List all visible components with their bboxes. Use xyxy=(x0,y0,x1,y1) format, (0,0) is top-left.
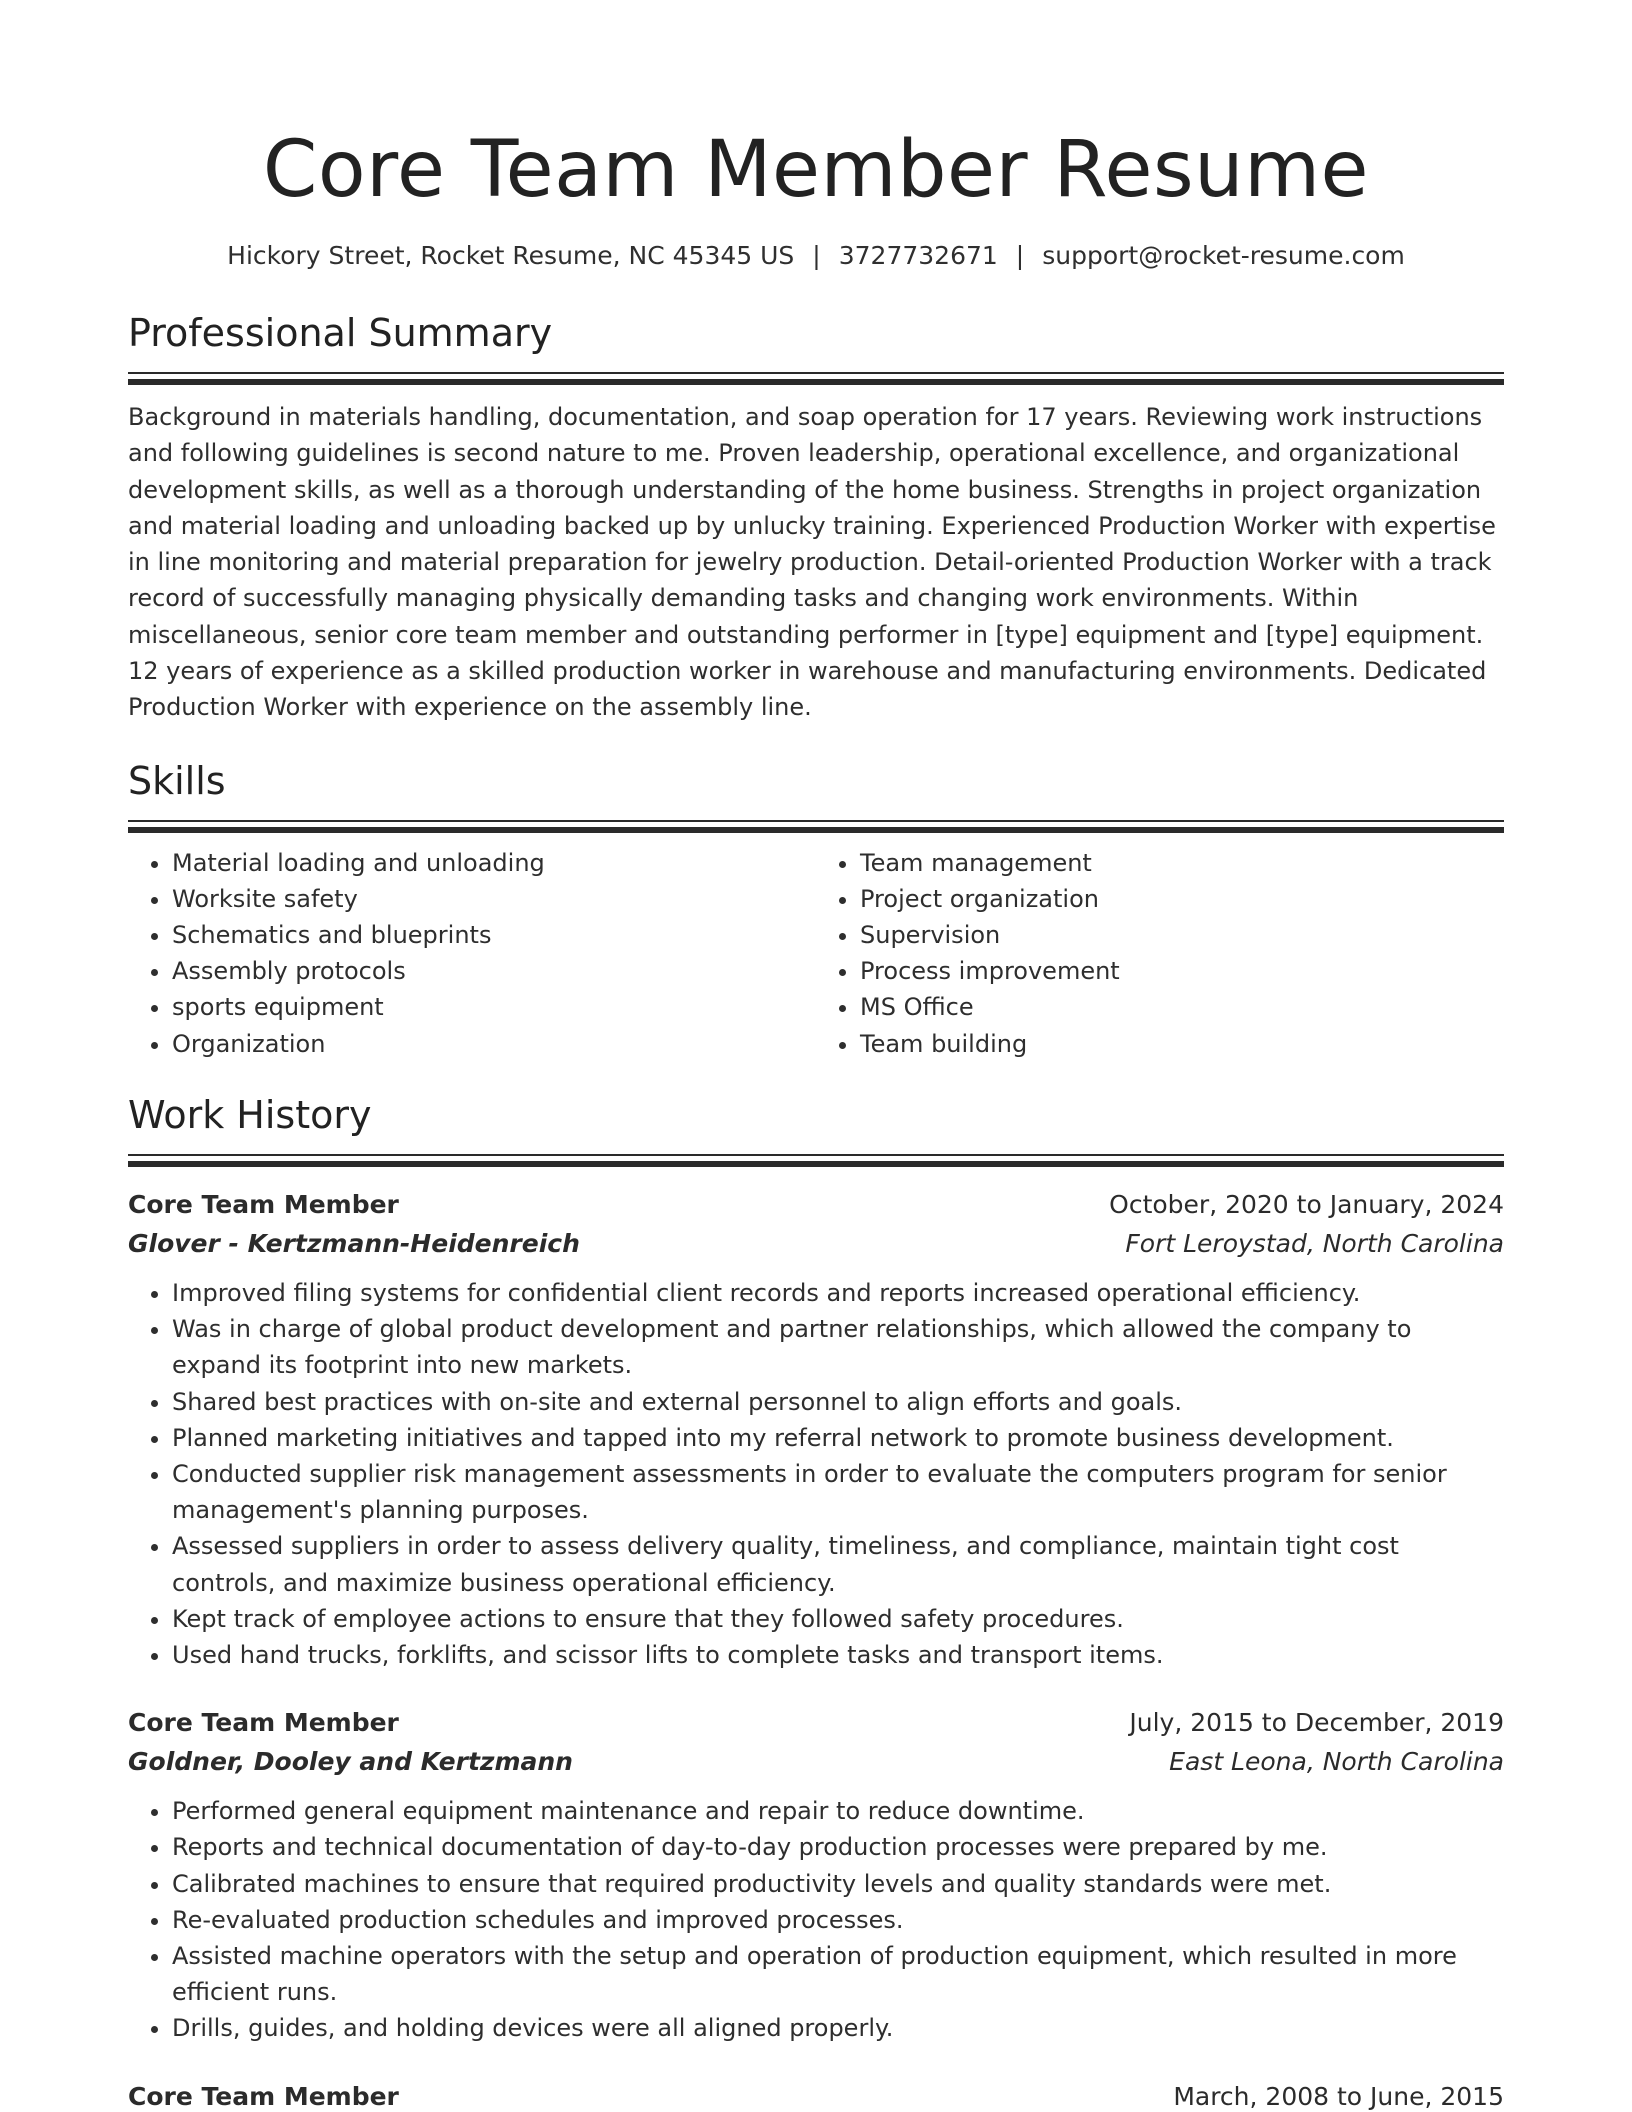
job-bullet: • Performed general equipment maintenance and repair to reduce downtime. xyxy=(172,1793,1504,1829)
work-section-header xyxy=(128,1090,1504,1167)
contact-phone: 3727732671 xyxy=(838,241,998,270)
section-divider-thin xyxy=(128,1154,1504,1156)
job-company: Goldner, Dooley and Kertzmann xyxy=(128,1747,573,1777)
skills-list xyxy=(128,845,1504,1062)
skill-item: • Team building xyxy=(860,1026,1504,1062)
job-company-row xyxy=(128,1743,1504,1781)
contact-email: support@rocket-resume.com xyxy=(1042,241,1405,270)
job-bullet: • Improved filing systems for confidential client records and reports increased operational efficiency. xyxy=(172,1275,1504,1311)
job-bullets xyxy=(128,1275,1504,1673)
contact-address: Hickory Street, Rocket Resume, NC 45345 US xyxy=(227,241,795,270)
job-bullet: • Kept track of employee actions to ensure that they followed safety procedures. xyxy=(172,1601,1504,1637)
job-header-row xyxy=(128,2077,1504,2112)
skill-item: • Schematics and blueprints xyxy=(172,917,816,953)
contact-separator: | xyxy=(1015,241,1025,270)
job-bullets xyxy=(128,1793,1504,2046)
resume-content xyxy=(128,112,1504,2112)
summary-heading: Professional Summary xyxy=(128,311,553,355)
contact-separator: | xyxy=(812,241,821,270)
skill-item: • Organization xyxy=(172,1026,816,1062)
section-divider-thin xyxy=(128,820,1504,822)
skill-item: • Process improvement xyxy=(860,953,1504,989)
skill-item: • Assembly protocols xyxy=(172,953,816,989)
job-entry xyxy=(128,1703,1504,2046)
job-title: Core Team Member xyxy=(128,1189,399,1219)
job-title: Core Team Member xyxy=(128,1708,399,1738)
job-bullet: • Conducted supplier risk management assessments in order to evaluate the computers program for senior management's planning purposes. xyxy=(172,1456,1504,1528)
job-location: East Leona, North Carolina xyxy=(1169,1747,1504,1777)
job-bullet: • Used hand trucks, forklifts, and scissor lifts to complete tasks and transport items. xyxy=(172,1637,1504,1673)
work-heading: Work History xyxy=(128,1092,372,1137)
section-divider-thick xyxy=(128,827,1504,833)
job-bullet: • Drills, guides, and holding devices were all aligned properly. xyxy=(172,2010,1504,2046)
job-header-row xyxy=(128,1185,1504,1225)
skill-item: • Supervision xyxy=(860,917,1504,953)
job-dates: October, 2020 to January, 2024 xyxy=(1109,1189,1504,1219)
job-title: Core Team Member xyxy=(128,2081,399,2111)
job-company: Glover - Kertzmann-Heidenreich xyxy=(128,1228,580,1258)
skills-section-header xyxy=(128,756,1504,833)
skill-item: • Material loading and unloading xyxy=(172,845,816,881)
skill-item: • Team management xyxy=(860,845,1504,881)
job-bullet: • Was in charge of global product development and partner relationships, which allowed the company to expand its footprint into new markets. xyxy=(172,1311,1504,1383)
skill-item: • Worksite safety xyxy=(172,881,816,917)
job-company-row xyxy=(128,1225,1504,1263)
job-location: Fort Leroystad, North Carolina xyxy=(1125,1228,1504,1258)
job-bullet: • Planned marketing initiatives and tapped into my referral network to promote business development. xyxy=(172,1420,1504,1456)
job-entry xyxy=(128,1185,1504,1673)
summary-section-header xyxy=(128,308,1504,385)
job-bullet: • Re-evaluated production schedules and improved processes. xyxy=(172,1902,1504,1938)
job-dates: March, 2008 to June, 2015 xyxy=(1173,2081,1504,2111)
contact-line xyxy=(128,238,1504,274)
skills-column-right xyxy=(816,845,1504,1062)
job-dates: July, 2015 to December, 2019 xyxy=(1129,1708,1504,1738)
job-bullet: • Calibrated machines to ensure that required productivity levels and quality standards were met. xyxy=(172,1866,1504,1902)
skills-column-left xyxy=(128,845,816,1062)
skill-item: • Project organization xyxy=(860,881,1504,917)
summary-text: Background in materials handling, documentation, and soap operation for 17 years. Reviewing work instructions and following guidelines is second nature to me. Proven leadership, operational excellence, and organizational development skills, as well as a thorough understanding of the home business. Strengths in project organization and material loading and unloading backed up by unlucky training. Experienced Production Worker with expertise in line monitoring and material preparation for jewelry production. Detail-oriented Production Worker with a track record of successfully managing physically demanding tasks and changing work environments. Within miscellaneous, senior core team member and outstanding performer in [type] equipment and [type] equipment. 12 years of experience as a skilled production worker in warehouse and manufacturing environments. Dedicated Production Worker with experience on the assembly line. xyxy=(128,403,1496,722)
skill-item: • sports equipment xyxy=(172,989,816,1025)
job-bullet: • Assessed suppliers in order to assess delivery quality, timeliness, and compliance, maintain tight cost controls, and maximize business operational efficiency. xyxy=(172,1528,1504,1600)
skills-heading: Skills xyxy=(128,758,226,803)
section-divider-thick xyxy=(128,1161,1504,1167)
job-bullet: • Reports and technical documentation of day-to-day production processes were prepared by me. xyxy=(172,1829,1504,1865)
section-divider-thick xyxy=(128,379,1504,385)
job-entry xyxy=(128,2077,1504,2112)
job-bullet: • Shared best practices with on-site and external personnel to align efforts and goals. xyxy=(172,1384,1504,1420)
resume-title: Core Team Member Resume xyxy=(262,125,1370,215)
job-header-row xyxy=(128,1703,1504,1743)
section-divider-thin xyxy=(128,372,1504,374)
job-bullet: • Assisted machine operators with the setup and operation of production equipment, which resulted in more efficient runs. xyxy=(172,1938,1504,2010)
skill-item: • MS Office xyxy=(860,989,1504,1025)
